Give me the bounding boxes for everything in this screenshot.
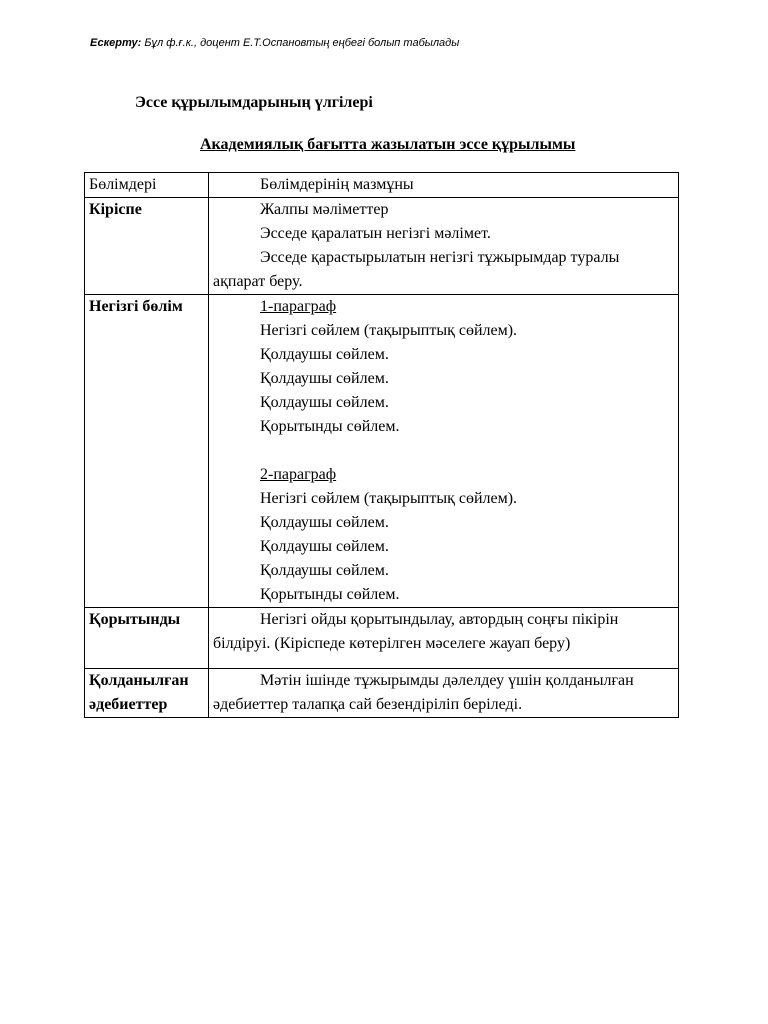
conclusion-spacer <box>213 656 674 668</box>
paragraph-1-line: Қорытынды сөйлем. <box>260 418 400 435</box>
section-intro: Кіріспе <box>85 198 209 295</box>
paragraph-2-line: Қолдаушы сөйлем. <box>260 514 389 531</box>
paragraph-2-title: 2-параграф <box>260 466 337 483</box>
header-content <box>209 173 679 198</box>
paragraph-spacer <box>213 439 674 463</box>
header-content-label: Бөлімдерінің мазмұны <box>260 176 414 193</box>
paragraph-1-title: 1-параграф <box>260 298 337 315</box>
paragraph-1-line: Қолдаушы сөйлем. <box>260 370 389 387</box>
references-text: Мәтін ішінде тұжырымды дәлелдеу үшін қолданылған әдебиеттер талапқа сай безендіріліп беріледі. <box>213 672 634 713</box>
paragraph-2-line: Қолдаушы сөйлем. <box>260 538 389 555</box>
table-title: Академиялық бағытта жазылатын эссе құрылымы <box>200 136 576 153</box>
remark-label: Ескерту: <box>90 37 142 49</box>
paragraph-2-line: Негізгі сөйлем (тақырыптық сөйлем). <box>260 490 518 507</box>
conclusion-content <box>209 608 679 669</box>
paragraph-1-line: Қолдаушы сөйлем. <box>260 394 389 411</box>
header-sections: Бөлімдері <box>85 173 209 198</box>
intro-line: Эсседе қаралатын негізгі мәлімет. <box>260 225 491 242</box>
paragraph-2-line: Қолдаушы сөйлем. <box>260 562 389 579</box>
section-conclusion: Қорытынды <box>85 608 209 669</box>
table-header-row <box>85 173 679 198</box>
table-row-references <box>85 669 679 718</box>
page-heading: Эссе құрылымдарының үлгілері <box>135 94 373 111</box>
paragraph-2-line: Қорытынды сөйлем. <box>260 586 400 603</box>
essay-structure-table <box>84 172 679 718</box>
intro-content <box>209 198 679 295</box>
section-references: Қолданылған әдебиеттер <box>85 669 209 718</box>
paragraph-1-line: Негізгі сөйлем (тақырыптық сөйлем). <box>260 322 518 339</box>
remark-text: Бұл ф.ғ.к., доцент Е.Т.Оспановтың еңбегі болып табылады <box>141 37 460 49</box>
intro-line: Эсседе қарастырылатын негізгі тұжырымдар туралы ақпарат беру. <box>213 249 620 290</box>
body-content <box>209 295 679 608</box>
intro-line: Жалпы мәліметтер <box>260 201 389 218</box>
paragraph-1-line: Қолдаушы сөйлем. <box>260 346 389 363</box>
footnote-remark <box>90 37 459 49</box>
table-row-body <box>85 295 679 608</box>
conclusion-text: Негізгі ойды қорытындылау, автордың соңғы пікірін білдіруі. (Кіріспеде көтерілген мәселеге жауап беру) <box>213 611 619 652</box>
references-content <box>209 669 679 718</box>
table-row-conclusion <box>85 608 679 669</box>
section-body: Негізгі бөлім <box>85 295 209 608</box>
table-row-intro <box>85 198 679 295</box>
